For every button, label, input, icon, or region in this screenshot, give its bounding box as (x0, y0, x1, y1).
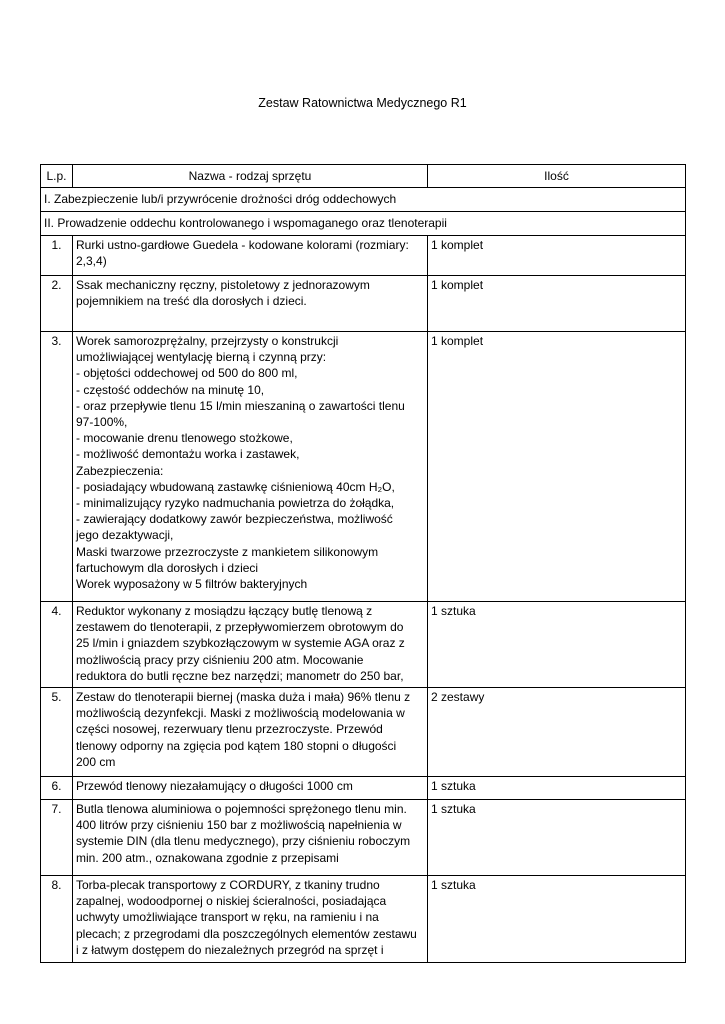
description-line: uchwyty umożliwiające transport w ręku, na ramieniu i na (76, 910, 379, 925)
row-description (73, 332, 428, 602)
description-line: Worek wyposażony w 5 filtrów bakteryjnych (76, 577, 308, 592)
header-lp: L.p. (41, 165, 73, 188)
section-title: II. Prowadzenie oddechu kontrolowanego i wspomaganego oraz tlenoterapii (41, 212, 686, 236)
description-line: - posiadający wbudowaną zastawkę ciśnieniową 40cm H₂O, (76, 479, 395, 494)
description-line: - oraz przepływie tlenu 15 l/min mieszaniną o zawartości tlenu (76, 398, 405, 413)
row-quantity: 1 komplet (428, 332, 686, 602)
description-line: Worek samorozprężalny, przejrzysty o konstrukcji (76, 334, 339, 348)
row-number: 3. (41, 332, 73, 602)
description-line: Zabezpieczenia: (76, 463, 164, 478)
description-line: - możliwość demontażu worka i zastawek, (76, 447, 300, 462)
table-header-row (41, 165, 686, 188)
description-line: fartuchowym dla dorosłych i dzieci (76, 560, 259, 575)
description-line: reduktora do butli ręczne bez narzędzi; manometr do 250 bar, (76, 668, 404, 683)
row-quantity: 1 sztuka (428, 800, 686, 876)
description-line: Butla tlenowa aluminiowa o pojemności sprężonego tlenu min. (76, 802, 407, 816)
section-title: I. Zabezpieczenie lub/i przywrócenie drożności dróg oddechowych (41, 188, 686, 212)
description-line: i z łatwym dostępem do niezależnych przegród na sprzęt i (76, 942, 384, 957)
description-line: - zawierający dodatkowy zawór bezpieczeństwa, możliwość (76, 512, 393, 527)
row-number: 1. (41, 236, 73, 276)
description-line: systemie DIN (dla tlenu medycznego), przy ciśnieniu roboczym (76, 834, 411, 849)
header-qty: Ilość (428, 165, 686, 188)
table-row (41, 777, 686, 800)
row-description (73, 800, 428, 876)
row-quantity: 1 komplet (428, 276, 686, 332)
description-line: Przewód tlenowy niezałamujący o długości 1000 cm (76, 779, 353, 793)
row-number: 6. (41, 777, 73, 800)
description-line: Torba-plecak transportowy z CORDURY, z tkaniny trudno (76, 878, 380, 892)
description-line: plecach; z przegrodami dla poszczególnych elementów zestawu (76, 926, 417, 941)
description-line: tlenowy odporny na zgięcia pod kątem 180 stopni o długości (76, 738, 397, 753)
row-description (73, 602, 428, 688)
description-line: Reduktor wykonany z mosiądzu łączący butlę tlenową z (76, 604, 373, 618)
row-number: 5. (41, 688, 73, 777)
row-quantity: 1 sztuka (428, 602, 686, 688)
document-title: Zestaw Ratownictwa Medycznego R1 (258, 96, 467, 110)
row-quantity: 1 sztuka (428, 876, 686, 963)
row-description (73, 876, 428, 963)
description-line: zapalnej, wodoodpornej o niskiej ścieralności, posiadająca (76, 894, 387, 909)
table-row (41, 800, 686, 876)
row-number: 4. (41, 602, 73, 688)
table-row (41, 236, 686, 276)
header-name: Nazwa - rodzaj sprzętu (73, 165, 428, 188)
row-quantity: 1 sztuka (428, 777, 686, 800)
description-line: umożliwiającej wentylację bierną i czynną przy: (76, 350, 327, 365)
description-line: - minimalizujący ryzyko nadmuchania powietrza do żołądka, (76, 496, 395, 511)
description-line: Zestaw do tlenoterapii biernej (maska duża i mała) 96% tlenu z (76, 690, 411, 704)
description-line: Ssak mechaniczny ręczny, pistoletowy z jednorazowym (76, 278, 370, 292)
table-row (41, 688, 686, 777)
row-number: 8. (41, 876, 73, 963)
section-row (41, 212, 686, 236)
table-row (41, 276, 686, 332)
row-quantity: 2 zestawy (428, 688, 686, 777)
description-line: 97-100%, (76, 415, 128, 430)
description-line: - objętości oddechowej od 500 do 800 ml, (76, 366, 298, 381)
description-line: zestawem do tlenoterapii, z przepływomierzem obrotowym do (76, 620, 404, 635)
description-line: Maski twarzowe przezroczyste z mankietem silikonowym (76, 544, 379, 559)
equipment-table (40, 164, 686, 963)
description-line: 25 l/min i gniazdem szybkozłączowym w systemie AGA oraz z (76, 636, 405, 651)
description-line: - mocowanie drenu tlenowego stożkowe, (76, 431, 293, 446)
row-description (73, 236, 428, 276)
row-number: 7. (41, 800, 73, 876)
description-line: - częstość oddechów na minutę 10, (76, 382, 265, 397)
row-quantity: 1 komplet (428, 236, 686, 276)
row-number: 2. (41, 276, 73, 332)
row-description (73, 276, 428, 332)
description-line: możliwością dezynfekcji. Maski z możliwością modelowania w (76, 706, 405, 721)
description-line: części nosowej, rezerwuary tlenu przezroczyste. Przewód (76, 722, 383, 737)
section-row (41, 188, 686, 212)
table-row (41, 602, 686, 688)
description-line: jego dezaktywacji, (76, 528, 174, 543)
description-line: 200 cm (76, 754, 116, 769)
table-row (41, 876, 686, 963)
row-description (73, 688, 428, 777)
table-row (41, 332, 686, 602)
description-line: 400 litrów przy ciśnieniu 150 bar z możliwością napełnienia w (76, 818, 402, 833)
row-description (73, 777, 428, 800)
description-line: min. 200 atm., oznakowana zgodnie z przepisami (76, 850, 339, 865)
description-line: Rurki ustno-gardłowe Guedela - kodowane kolorami (rozmiary: (76, 238, 409, 252)
description-line: 2,3,4) (76, 254, 107, 269)
description-line: pojemnikiem na treść dla dorosłych i dzieci. (76, 294, 307, 309)
description-line: możliwością pracy przy ciśnieniu 200 atm. Mocowanie (76, 652, 364, 667)
